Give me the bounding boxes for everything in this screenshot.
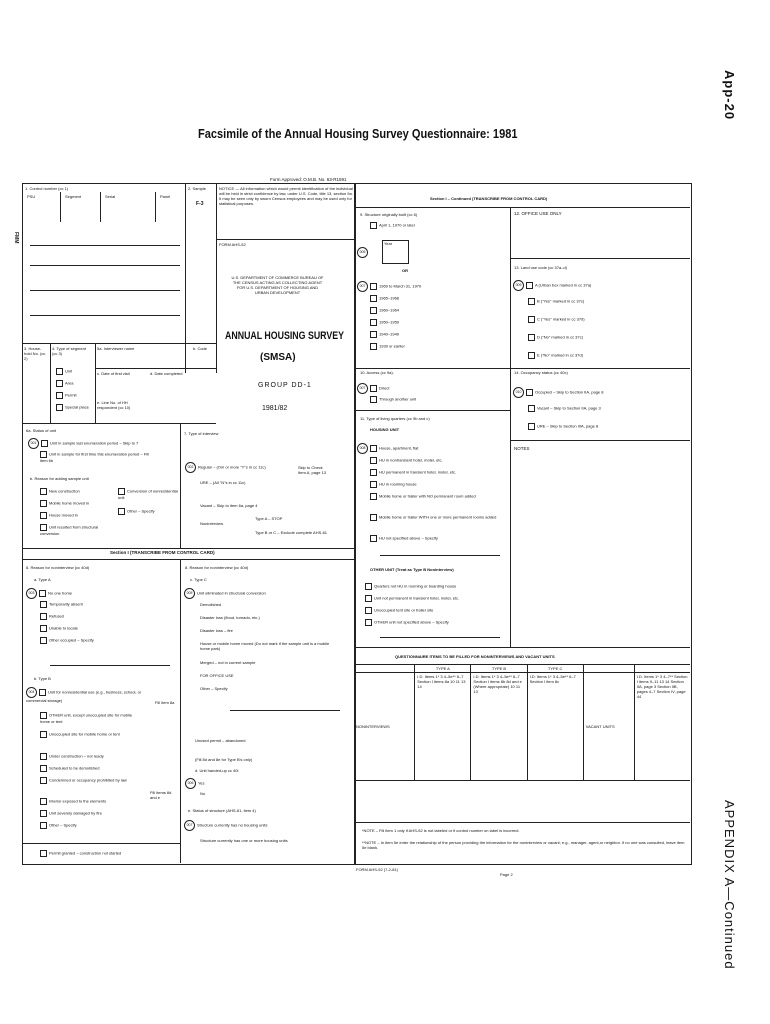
occupancy-label: 14. Occupancy status (cc 40c) bbox=[514, 370, 568, 375]
type-b-opt-2[interactable]: OTHER unit, except unoccupied site for mobile home or tent bbox=[40, 712, 133, 724]
unused-permit[interactable]: Unused permit – abandoned bbox=[195, 738, 246, 743]
footer-note-2: **NOTE – In item 5e enter the relationship of the person providing the information for the noninterview or vacant; e.g., manager, agent,or neighbor. If no one was consulted, leave item 5e blank. bbox=[362, 840, 685, 850]
reason-adding-label: b. Reason for adding sample unit bbox=[30, 476, 89, 481]
hu-opt-6[interactable]: Mobile home or trailer WITH one or more permanent rooms added bbox=[370, 514, 500, 521]
form-number: FORM AHS-52 bbox=[219, 242, 246, 247]
type-c-opt-3[interactable]: Disaster loss (flood, tornado, etc.) bbox=[200, 615, 260, 620]
fill-8d-8e: (Fill 8d and 8e for Type B's only) bbox=[195, 757, 253, 762]
date-completed-label: d. Date completed bbox=[150, 371, 183, 376]
item8-type-a: a. Type A bbox=[34, 577, 51, 582]
type-bc-note[interactable]: Type B or C – Exclude complete AHS-61 bbox=[255, 530, 328, 535]
status-opt-1[interactable]: 001 Unit in sample last enumeration period – Skip to 7 bbox=[28, 438, 138, 449]
hu-opt-1[interactable]: 008 House, apartment, flat bbox=[357, 443, 418, 454]
nonint-heading: QUESTIONNAIRE ITEMS TO BE FILLED FOR NONINTERVIEWS AND VACANT UNITS bbox=[395, 654, 555, 659]
type-b-opt-3[interactable]: Unoccupied site for mobile home or tent bbox=[40, 731, 140, 738]
type-c-items: I.D. Items 1* 3 4–5e** 6–7 Section I item 8c bbox=[527, 673, 583, 781]
type-c-opt-7[interactable]: FOR OFFICE USE bbox=[200, 673, 234, 678]
survey-year: 1981/82 bbox=[262, 405, 288, 412]
household-number-label: 3. House-hold No. (cc 2) bbox=[24, 346, 46, 361]
footer-note-1: *NOTE – Fill item 1 only if AHS-52 is not labeled or if control number on label is incorrect. bbox=[362, 828, 520, 833]
type-opt-2[interactable]: Area bbox=[56, 380, 73, 387]
form-code: FORM AHS-52 (7-2-81) bbox=[356, 867, 399, 872]
hu-opt-4[interactable]: HU in rooming house bbox=[370, 481, 417, 488]
type-opt-4[interactable]: Special place bbox=[56, 404, 89, 411]
type-b-opt-9[interactable]: Other – Specify bbox=[40, 822, 77, 829]
type-a-opt-2[interactable]: Temporarily absent bbox=[40, 601, 83, 608]
interviewer-name-label: 5a. Interviewer name bbox=[97, 346, 135, 351]
type-b-opt-5[interactable]: Scheduled to be demolished bbox=[40, 765, 99, 772]
reason-opt-3[interactable]: House moved in bbox=[40, 512, 78, 519]
code-label: b. Code bbox=[193, 346, 208, 351]
land-opt-c[interactable]: C ("Yes" marked in cc 37d) bbox=[528, 316, 585, 323]
reason-opt-2[interactable]: Mobile home moved in bbox=[40, 500, 89, 507]
fill-8d-note: Fill items 8d and e bbox=[150, 790, 172, 800]
interview-opt-3[interactable]: Vacant – Skip to item 6a, page 4 bbox=[200, 503, 258, 508]
status-unit-label: 6a. Status of unit bbox=[26, 428, 57, 433]
handed-up-no[interactable]: No bbox=[200, 791, 206, 796]
line-number-label: e. Line No. of HH respondent (cc 10) bbox=[97, 400, 131, 410]
section1-heading: Section I (TRANSCRIBE FROM CONTROL CARD) bbox=[110, 550, 215, 555]
item8c-title: 8. Reason for noninterview (cc 40d) bbox=[185, 565, 249, 570]
smsa-label: (SMSA) bbox=[260, 352, 296, 363]
other-opt-1[interactable]: Quarters not HU in rooming or boarding house bbox=[365, 583, 456, 590]
item9-opt-3[interactable]: 1960–1964 bbox=[370, 307, 399, 314]
interview-opt-1[interactable]: 002 Regular – (Om or more "Y"s in cc 11c) bbox=[185, 462, 266, 473]
form-approved: Form Approved: O.M.B. No. 63-R1591 bbox=[270, 177, 347, 182]
item9-circ: 006 bbox=[357, 247, 370, 258]
notice-text: NOTICE — All information which would permit identification of the individual will be held in strict confidence by law, under U.S. Code, title 13, section 9a. It may be seen only by sworn Census employees and may be used only for statistical purposes. bbox=[219, 186, 353, 206]
hu-opt-7[interactable]: HU not specified above – Specify bbox=[370, 535, 438, 542]
segment-label: Segment bbox=[65, 194, 82, 199]
type-b-opt-6[interactable]: Condemned or occupancy prohibited by law bbox=[40, 777, 140, 784]
control-number-label: 1. Control number (cc 1) bbox=[25, 186, 69, 191]
appendix-side-label: APPENDIX A—Continued bbox=[722, 800, 737, 970]
department-text: U.S. DEPARTMENT OF COMMERCE BUREAU OF THE CENSUS ACTING AS COLLECTING AGENT FOR U.S. DEPARTMENT OF HOUSING AND URBAN DEVELOPMENT bbox=[231, 275, 324, 295]
type-opt-1[interactable]: Unit bbox=[56, 368, 72, 375]
type-b-opt-8[interactable]: Unit severely damaged by fire bbox=[40, 810, 102, 817]
land-use-label: 13. Land use code (cc 37a–d) bbox=[514, 265, 567, 270]
sample-label: 2. Sample bbox=[188, 186, 207, 191]
structure-opt-2[interactable]: Structure currently has one or more housing units bbox=[200, 838, 288, 843]
noninterview-table bbox=[354, 664, 690, 781]
hu-opt-2[interactable]: HU in nontransient hotel, motel, etc. bbox=[370, 457, 443, 464]
type-a-opt-5[interactable]: Other occupied – Specify bbox=[40, 637, 94, 644]
access-opt-1[interactable]: 007 Direct bbox=[357, 383, 389, 394]
land-opt-a[interactable]: 009 A (Urban box marked in cc 37a) bbox=[513, 280, 591, 291]
item9-opt-1[interactable]: 007 1969 to March 31, 1970 bbox=[357, 281, 421, 292]
access-opt-2[interactable]: Through another unit bbox=[370, 396, 416, 403]
occ-opt-3[interactable]: URE – Skip to Section IIIA, page 8 bbox=[528, 423, 598, 430]
land-opt-e[interactable]: E ("No" marked in cc 37d) bbox=[528, 352, 583, 359]
type-c-opt-5[interactable]: House or mobile home moved (Do not mark if the sample unit is a mobile home park) bbox=[200, 641, 330, 651]
col-type-a: TYPE A bbox=[415, 665, 471, 673]
item8-type-b: b. Type B bbox=[34, 676, 51, 681]
vacant-items: I.D. Items 1* 3 4–7** Section I items 9–11 13 14 Section IIA, page 3 Section IIB, pages 4–7 Section IV, page 44 bbox=[634, 673, 690, 781]
year-label: Year bbox=[384, 241, 393, 246]
hu-opt-3[interactable]: HU permanent in transient hotel, motel, etc. bbox=[370, 469, 456, 476]
type-b-opt-7[interactable]: Interior exposed to the elements bbox=[40, 798, 106, 805]
land-opt-b[interactable]: B ("Yes" marked in cc 37c) bbox=[528, 298, 584, 305]
or-label: OR bbox=[402, 268, 408, 273]
notes-label: NOTES bbox=[514, 446, 530, 451]
reason-opt-4[interactable]: Unit resulted from structural conversion bbox=[40, 524, 99, 536]
type-c-opt-1[interactable]: 005 Unit eliminated in structural conversion bbox=[184, 588, 266, 599]
status-opt-2[interactable]: Unit in sample for first time this enumeration period – Fill item 6b bbox=[40, 451, 149, 463]
type-interview-label: 7. Type of interview bbox=[184, 431, 219, 436]
living-quarters-label: 11. Type of living quarters (cc 9b and c) bbox=[360, 416, 430, 421]
other-unit-label: OTHER UNIT (Treat as Type B Noninterview) bbox=[370, 567, 454, 572]
type-a-stop[interactable]: Type A – STOP bbox=[255, 516, 283, 521]
col-type-b: TYPE B bbox=[471, 665, 527, 673]
access-label: 10. Access (cc 9a). bbox=[360, 370, 394, 375]
page-number: Page 2 bbox=[500, 872, 513, 877]
other-opt-3[interactable]: Unoccupied tent site or trailer site bbox=[365, 607, 433, 614]
panel-label: Panel bbox=[160, 194, 171, 199]
noninterviews-label: NONINTERVIEWS bbox=[354, 673, 415, 781]
handed-up-yes[interactable]: 006 Yes bbox=[185, 778, 205, 789]
type-opt-3[interactable]: Permit bbox=[56, 392, 77, 399]
housing-unit-label: HOUSING UNIT bbox=[370, 427, 400, 432]
fill-8a-note: Fill item 8a bbox=[155, 700, 175, 705]
type-a-opt-1[interactable]: 003 No one home bbox=[26, 588, 72, 599]
type-b-opt-1[interactable]: 004 Unit for nonresidential use (e.g., business, school, or commercial storage) bbox=[26, 687, 146, 703]
item8-title: 8. Reason for noninterview (cc 40d) bbox=[26, 565, 90, 570]
structure-opt-1[interactable]: 007 Structure currently has no housing units bbox=[184, 820, 267, 831]
psu-label: PSU bbox=[27, 194, 36, 199]
hu-opt-5[interactable]: Mobile home or trailer with NO permanent room added bbox=[370, 493, 500, 500]
item9-opt-5[interactable]: 1940–1949 bbox=[370, 331, 399, 338]
col-type-c: TYPE C bbox=[527, 665, 583, 673]
reason-opt-5[interactable]: Conversion of nonresidential unit bbox=[118, 488, 178, 500]
serial-label: Serial bbox=[105, 194, 116, 199]
vacant-units-label: VACANT UNITS bbox=[583, 673, 634, 781]
status-structure: e. Status of structure (AHS-61, item 4) bbox=[188, 808, 256, 813]
item9-opt-4[interactable]: 1950–1959 bbox=[370, 319, 399, 326]
section1-cont-heading: Section I – Continued (TRANSCRIBE FROM CONTROL CARD) bbox=[430, 196, 548, 201]
date-first-visit-label: c. Date of first visit bbox=[97, 371, 130, 376]
type-b-opt-10[interactable]: Permit granted – construction not started bbox=[40, 850, 121, 857]
occ-opt-1[interactable]: 010 Occupied – Skip to Section IIA, page 8 bbox=[513, 387, 604, 398]
item9-opt-2[interactable]: 1965–1968 bbox=[370, 295, 399, 302]
skip-check-note: Skip to Check Item A, page 13 bbox=[298, 465, 327, 475]
item9-first-opt[interactable]: April 1, 1970 or later bbox=[370, 222, 415, 229]
unit-handed-up: d. Unit handed-up cc 40i bbox=[195, 768, 239, 773]
other-opt-4[interactable]: OTHER unit not specified above – Specify bbox=[365, 619, 449, 626]
type-a-opt-3[interactable]: Refused bbox=[40, 613, 64, 620]
type-b-opt-4[interactable]: Under construction – not ready bbox=[40, 753, 104, 760]
group-label: GROUP DD-1 bbox=[258, 382, 312, 389]
type-a-items: I.D. Items 1* 3 4–5e** 6–7 Section I items 8a 10 11 13 14 bbox=[415, 673, 471, 781]
type-c-opt-2[interactable]: Demolished bbox=[200, 602, 222, 607]
occ-opt-2[interactable]: Vacant – Skip to Section IIA, page 3 bbox=[528, 405, 601, 412]
sample-code: F-3 bbox=[196, 201, 204, 207]
item9-opt-6[interactable]: 1939 or earlier bbox=[370, 343, 405, 350]
other-opt-2[interactable]: Unit not permanent in transient hotel, motel, etc. bbox=[365, 595, 459, 602]
type-c-opt-6[interactable]: Merged – not in current sample bbox=[200, 660, 256, 665]
page-code-side: App-20 bbox=[722, 70, 737, 121]
land-opt-d[interactable]: D ("No" marked in cc 37c) bbox=[528, 334, 583, 341]
item9-label: 9. Structure originally built (cc 6) bbox=[360, 212, 418, 217]
type-a-opt-4[interactable]: Unable to locate bbox=[40, 625, 78, 632]
interview-opt-2[interactable]: URE – (All "N"s in cc 11c) bbox=[200, 480, 246, 485]
fmm-label: FMM bbox=[13, 232, 19, 244]
type-c-opt-4[interactable]: Disaster loss – fire bbox=[200, 628, 233, 633]
type-segment-label: 4. Type of segment (cc 3) bbox=[52, 346, 86, 356]
survey-title: ANNUAL HOUSING SURVEY bbox=[225, 330, 344, 342]
interview-opt-4[interactable]: Noninterview bbox=[200, 521, 224, 526]
item8c-type-c: c. Type C bbox=[190, 577, 207, 582]
reason-opt-6[interactable]: Other – Specify bbox=[118, 508, 155, 515]
office-use-label: 12. OFFICE USE ONLY bbox=[514, 211, 562, 216]
page-title: Facsimile of the Annual Housing Survey Questionnaire: 1981 bbox=[198, 126, 518, 141]
type-c-opt-8[interactable]: Other – Specify bbox=[200, 686, 228, 691]
type-b-items: I.D. Items 1* 3 4–5e** 6–7 Section I items 8b 8d and e (Where appropriate) 10 11 13 bbox=[471, 673, 527, 781]
reason-opt-1[interactable]: New construction bbox=[40, 488, 80, 495]
